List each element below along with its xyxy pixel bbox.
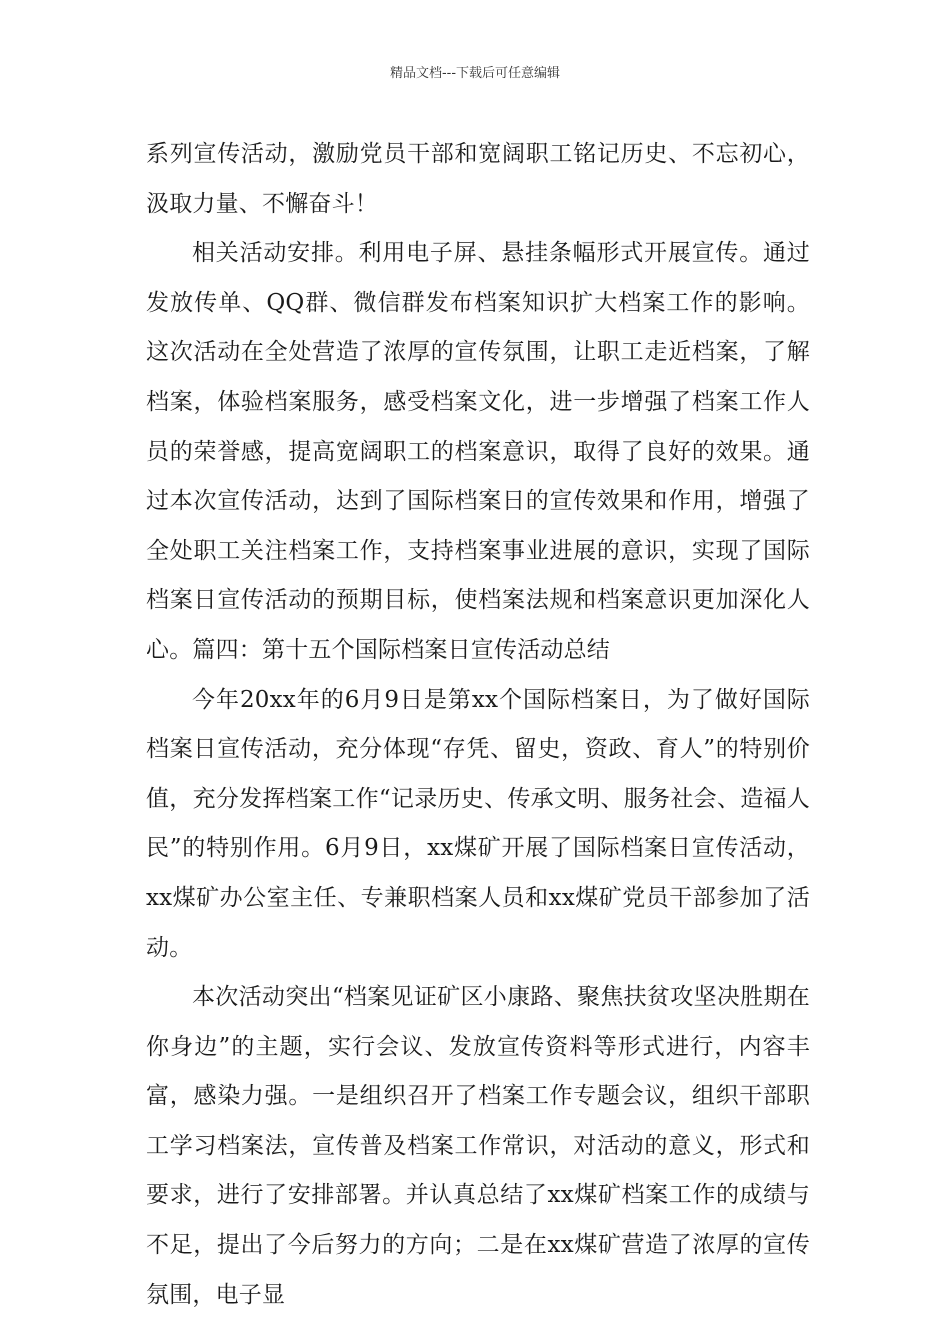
paragraph-activity-theme: 本次活动突出“档案见证矿区小康路、聚焦扶贫攻坚决胜期在你身边”的主题，实行会议、发放宣传资料等形式进行，内容丰富，感染力强。一是组织召开了档案工作专题会议，组织干部职工学习档案法，宣传普及档案工作常识，对活动的意义，形式和要求，进行了安排部署。并认真总结了xx煤矿档案工作的成绩与不足，提出了今后努力的方向；二是在xx煤矿营造了浓厚的宣传氛围，电子显 [146, 984, 810, 1308]
page-header: 精品文档---下载后可任意编辑 [389, 66, 561, 81]
document-body [146, 130, 810, 1320]
paragraph-activity-arrangement: 相关活动安排。利用电子屏、悬挂条幅形式开展宣传。通过发放传单、QQ群、微信群发布档案知识扩大档案工作的影响。这次活动在全处营造了浓厚的宣传氛围，让职工走近档案，了解档案，体验档案服务，感受档案文化，进一步增强了档案工作人员的荣誉感，提高宽阔职工的档案意识，取得了良好的效果。通过本次宣传活动，达到了国际档案日的宣传效果和作用，增强了全处职工关注档案工作，支持档案事业进展的意识，实现了国际档案日宣传活动的预期目标，使档案法规和档案意识更加深化人心。篇四：第十五个国际档案日宣传活动总结 [146, 240, 810, 663]
paragraph-archives-day-intro: 今年20xx年的6月9日是第xx个国际档案日，为了做好国际档案日宣传活动，充分体现“存凭、留史，资政、育人”的特别价值，充分发挥档案工作“记录历史、传承文明、服务社会、造福人民”的特别作用。6月9日，xx煤矿开展了国际档案日宣传活动，xx煤矿办公室主任、专兼职档案人员和xx煤矿党员干部参加了活动。 [146, 686, 810, 961]
paragraph-continuation: 系列宣传活动，激励党员干部和宽阔职工铭记历史、不忘初心，汲取力量、不懈奋斗！ [146, 141, 810, 217]
